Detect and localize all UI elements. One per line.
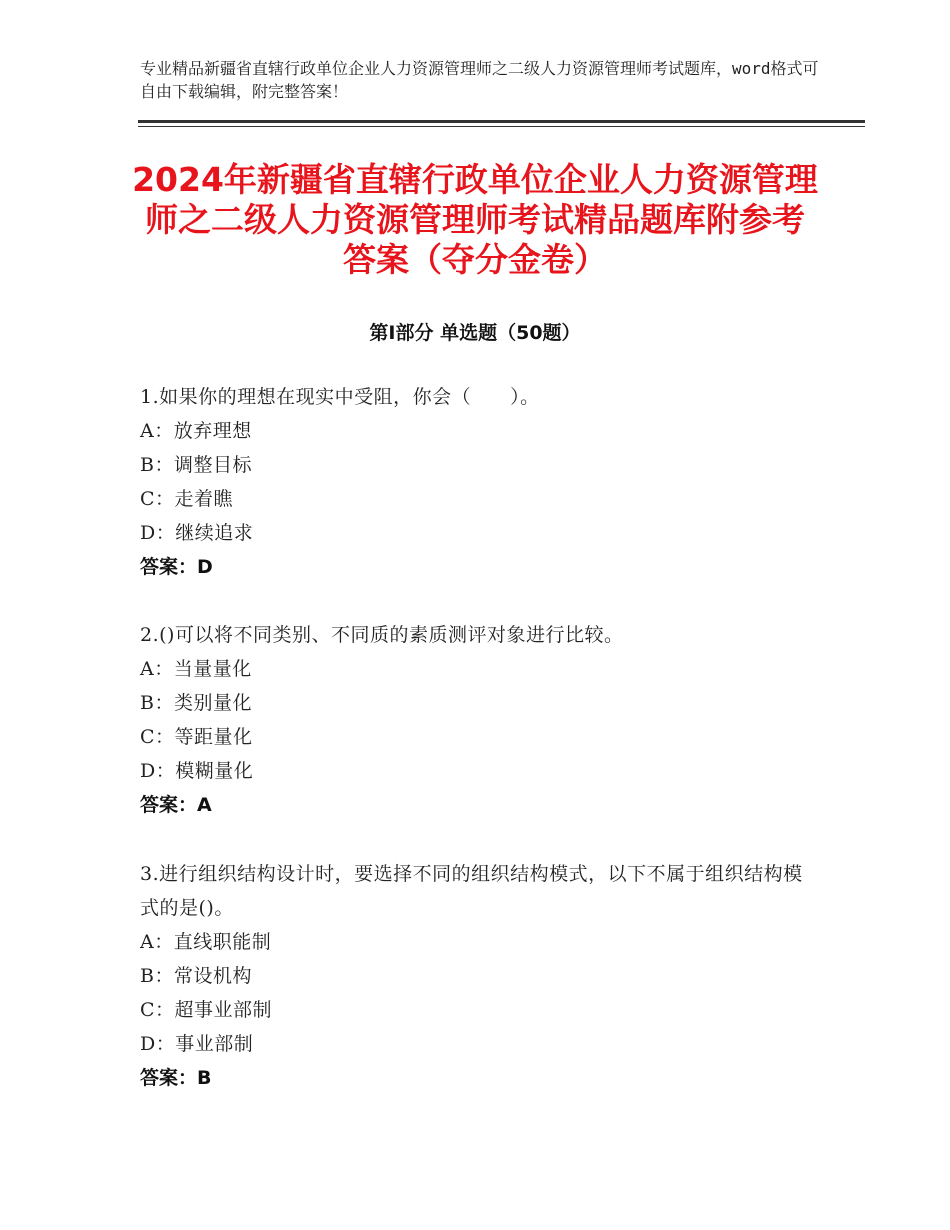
section-title: 第Ⅰ部分 单选题（50题） [369, 322, 581, 344]
header-note: 专业精品新疆省直辖行政单位企业人力资源管理师之二级人力资源管理师考试题库，word格式可自由下载编辑，附完整答案！ [140, 59, 819, 101]
question-text: 3.进行组织结构设计时，要选择不同的组织结构模式，以下不属于组织结构模式的是()。 [140, 863, 803, 919]
header-rule-thin [138, 126, 865, 127]
question-block [140, 380, 820, 584]
option-a: A：当量量化 [140, 658, 252, 680]
answer-line: 答案：B [140, 1067, 212, 1089]
header-rule-thick [138, 120, 865, 123]
question-text: 1.如果你的理想在现实中受阻，你会（ ）。 [140, 386, 540, 408]
option-b: B：常设机构 [140, 965, 252, 987]
question-text: 2.()可以将不同类别、不同质的素质测评对象进行比较。 [140, 624, 624, 646]
option-b: B：类别量化 [140, 692, 252, 714]
option-c: C：走着瞧 [140, 488, 234, 510]
option-d: D：继续追求 [140, 522, 254, 544]
question-block [140, 618, 820, 822]
answer-line: 答案：D [140, 556, 213, 578]
option-d: D：模糊量化 [140, 760, 254, 782]
option-a: A：放弃理想 [140, 420, 252, 442]
question-block [140, 857, 820, 1095]
document-title: 2024年新疆省直辖行政单位企业人力资源管理师之二级人力资源管理师考试精品题库附参考答案（夺分金卷） [132, 160, 818, 279]
option-c: C：等距量化 [140, 726, 253, 748]
option-b: B：调整目标 [140, 454, 252, 476]
answer-line: 答案：A [140, 794, 212, 816]
option-c: C：超事业部制 [140, 999, 273, 1021]
option-a: A：直线职能制 [140, 931, 272, 953]
option-d: D：事业部制 [140, 1033, 254, 1055]
